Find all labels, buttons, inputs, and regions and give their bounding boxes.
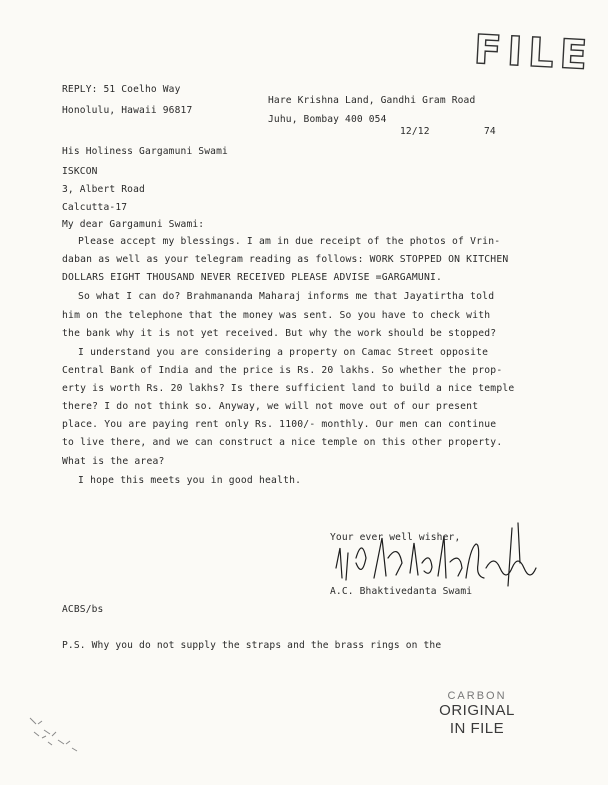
faded-received-stamp [26,710,86,755]
body-line: there? I do not think so. Anyway, we will not move out of our present [62,401,479,412]
body-line: place. You are paying rent only Rs. 1100/- monthly. Our men can continue [62,419,497,430]
body-line: Central Bank of India and the price is Rs. 20 lakhs. So whether the prop- [62,365,503,376]
body-line: daban as well as your telegram reading as follows: WORK STOPPED ON KITCHEN [62,254,509,265]
reply-address-line2: Honolulu, Hawaii 96817 [62,105,193,116]
body-line: the bank why it is not yet received. But why the work should be stopped? [62,328,497,339]
body-line: I understand you are considering a property on Camac Street opposite [78,347,489,358]
salutation: My dear Gargamuni Swami: [62,219,205,230]
letter-year: 74 [484,126,496,137]
recipient-line1: His Holiness Gargamuni Swami [62,146,228,157]
carbon-stamp-line3: IN FILE [449,720,505,737]
carbon-stamp-line2: ORIGINAL [439,702,515,719]
closing: Your ever well wisher, [330,532,461,543]
return-address-line2: Juhu, Bombay 400 054 [268,114,387,125]
recipient-line3: 3, Albert Road [62,184,145,195]
reply-address-line1: REPLY: 51 Coelho Way [62,84,181,95]
body-line: Please accept my blessings. I am in due receipt of the photos of Vrin- [78,236,501,247]
body-line: What is the area? [62,456,165,467]
body-line: erty is worth Rs. 20 lakhs? Is there sufficient land to build a nice temple [62,383,515,394]
postscript: P.S. Why you do not supply the straps and the brass rings on the [62,640,442,651]
file-stamp: FILE [472,26,595,80]
body-line: him on the telephone that the money was sent. So you have to check with [62,310,491,321]
body-line: DOLLARS EIGHT THOUSAND NEVER RECEIVED PLEASE ADVISE =GARGAMUNI. [62,272,443,283]
letter-date: 12/12 [400,126,430,137]
carbon-original-stamp [432,690,522,738]
return-address-line1: Hare Krishna Land, Gandhi Gram Road [268,95,476,106]
recipient-line2: ISKCON [62,166,98,177]
body-line: So what I can do? Brahmananda Maharaj informs me that Jayatirtha told [78,291,495,302]
body-line: to live there, and we can construct a nice temple on this other property. [62,437,503,448]
recipient-line4: Calcutta-17 [62,202,128,213]
signer-name: A.C. Bhaktivedanta Swami [330,586,473,597]
typist-initials: ACBS/bs [62,604,104,615]
carbon-stamp-line1: CARBON [447,690,507,702]
body-line: I hope this meets you in good health. [78,475,302,486]
